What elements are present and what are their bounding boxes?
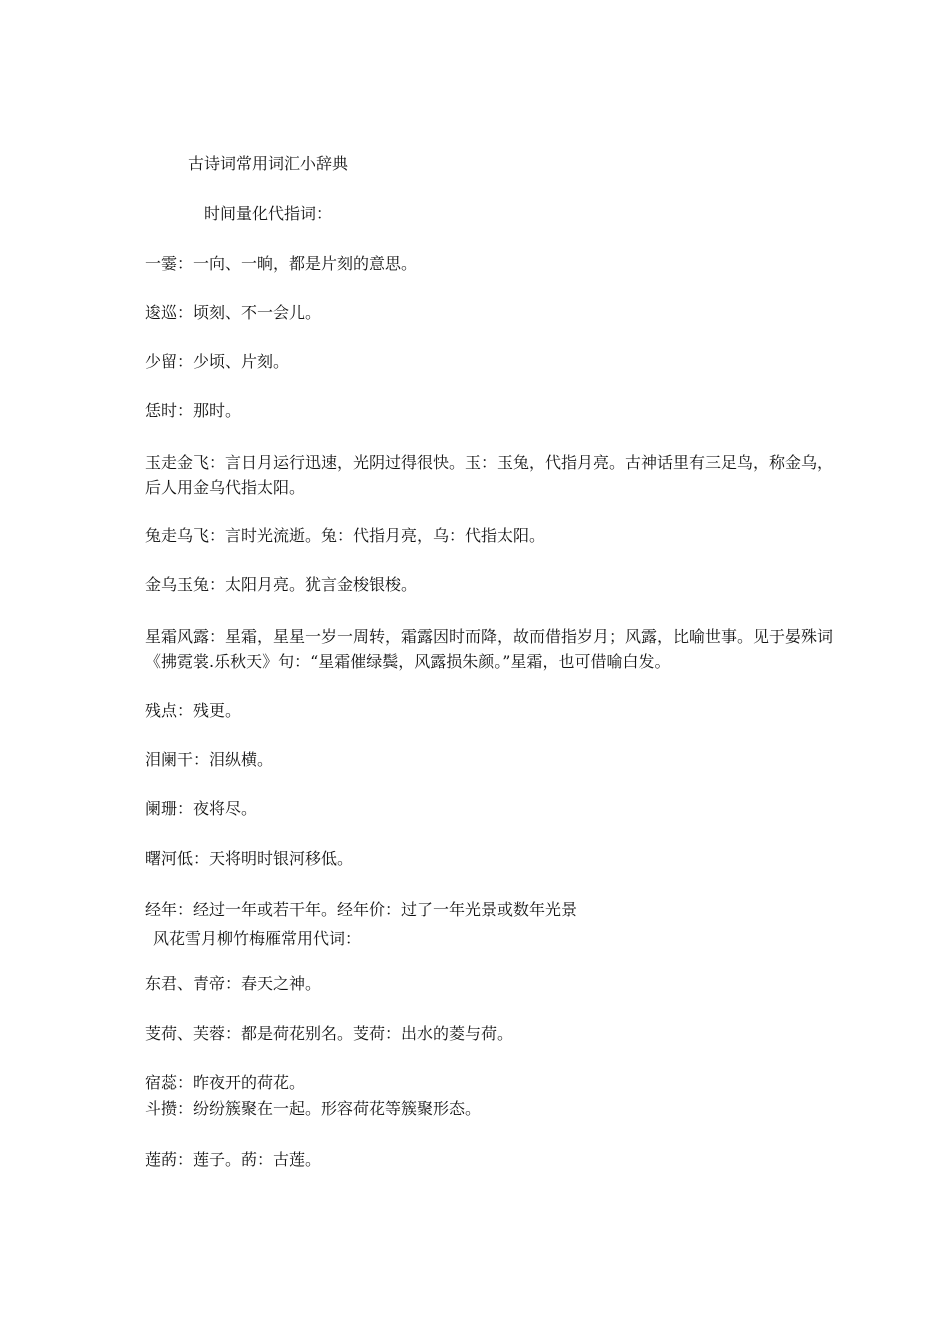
entry-douzan: 斗攒：纷纷簇聚在一起。形容荷花等簇聚形态。	[145, 1099, 482, 1118]
entry-candian: 残点：残更。	[145, 701, 242, 720]
entry-nenshi: 恁时：那时。	[145, 401, 242, 420]
entry-jingnian: 经年：经过一年或若干年。经年价：过了一年光景或数年光景	[145, 900, 578, 919]
document-title: 古诗词常用词汇小辞典	[188, 154, 349, 173]
entry-yuzoujinfei: 玉走金飞：言日月运行迅速，光阴过得很快。玉：玉兔，代指月亮。古神话里有三足鸟，称金乌，后人用金乌代指太阳。	[145, 453, 834, 497]
entry-shuhedi: 曙河低：天将明时银河移低。	[145, 849, 354, 868]
entry-dongjun: 东君、青帝：春天之神。	[145, 974, 322, 993]
entry-yisha: 一霎：一向、一晌，都是片刻的意思。	[145, 254, 418, 273]
entry-leilangan: 泪阑干：泪纵横。	[145, 750, 274, 769]
entry-jinwuyutu: 金乌玉兔：太阳月亮。犹言金梭银梭。	[145, 575, 418, 594]
entry-surui: 宿蕊：昨夜开的荷花。	[145, 1073, 306, 1092]
entry-lanshan: 阑珊：夜将尽。	[145, 799, 258, 818]
entry-tuzouwufei: 兔走乌飞：言时光流逝。兔：代指月亮，乌：代指太阳。	[145, 526, 546, 545]
entry-qunxun: 逡巡：顷刻、不一会儿。	[145, 303, 322, 322]
entry-shaoliu: 少留：少顷、片刻。	[145, 352, 290, 371]
entry-liandi: 莲菂：莲子。菂：古莲。	[145, 1150, 322, 1169]
entry-jihe: 芰荷、芙蓉：都是荷花别名。芰荷：出水的菱与荷。	[145, 1024, 514, 1043]
section-heading-time: 时间量化代指词：	[204, 204, 333, 223]
section-heading-scenery: 风花雪月柳竹梅雁常用代词：	[153, 929, 362, 948]
entry-xingshuangfenglu: 星霜风露：星霜，星星一岁一周转，霜露因时而降，故而借指岁月；风露，比喻世事。见于晏殊词《拂霓裳.乐秋天》句：“星霜催绿鬓，风露损朱颜。”星霜，也可借喻白发。	[145, 627, 834, 671]
